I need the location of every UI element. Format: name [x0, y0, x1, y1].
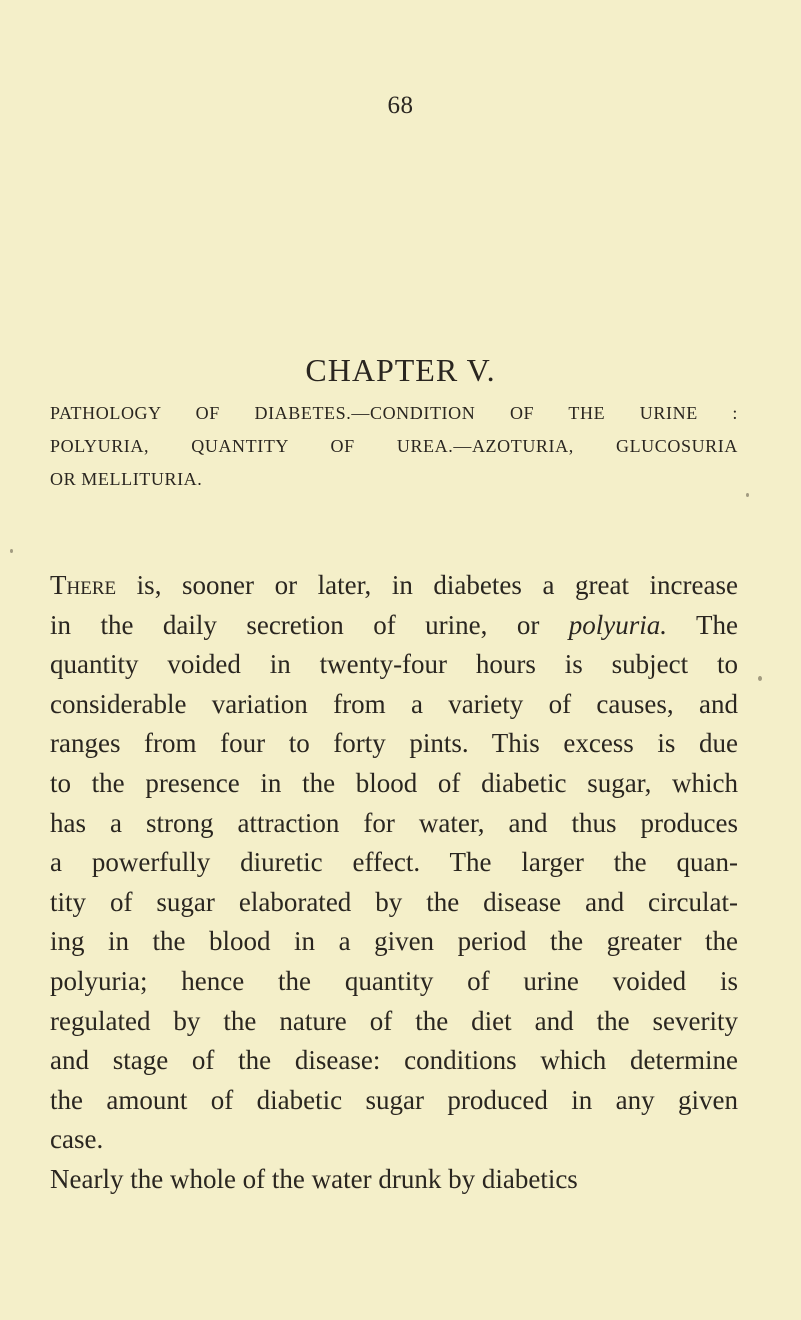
paragraph-line: the amount of diabetic sugar produced in any given	[50, 1084, 738, 1115]
summary-line: OR MELLITURIA.	[50, 469, 203, 489]
paragraph-line: and stage of the disease: conditions which determine	[50, 1045, 738, 1076]
paragraph-line: case.	[50, 1124, 104, 1155]
chapter-summary	[50, 397, 738, 496]
paragraph-line: tity of sugar elaborated by the disease and circulat-	[50, 886, 738, 917]
paragraph-line	[50, 566, 738, 606]
paragraph-line: quantity voided in twenty-four hours is subject to	[50, 649, 738, 680]
italic-term: polyuria.	[568, 609, 668, 640]
paragraph-line: considerable variation from a variety of causes, and	[50, 688, 738, 719]
paper-speck	[746, 493, 749, 497]
paragraph-line: to the presence in the blood of diabetic sugar, which	[50, 767, 738, 798]
body-text	[50, 566, 738, 1200]
line-text: The	[667, 609, 738, 640]
line-text: in the daily secretion of urine, or	[50, 609, 569, 640]
paper-speck	[10, 549, 13, 553]
paragraph-line: ranges from four to forty pints. This excess is due	[50, 728, 738, 759]
opening-word: There	[50, 570, 117, 600]
paragraph-line: a powerfully diuretic effect. The larger the quan-	[50, 847, 738, 878]
paragraph-line: polyuria; hence the quantity of urine voided is	[50, 965, 738, 996]
chapter-title: CHAPTER V.	[305, 352, 496, 388]
paper-speck	[758, 676, 762, 681]
paragraph-line	[50, 606, 738, 646]
paragraph-line: Nearly the whole of the water drunk by diabetics	[50, 1163, 578, 1194]
paragraph-line: ing in the blood in a given period the greater the	[50, 926, 738, 957]
summary-line: PATHOLOGY OF DIABETES.—CONDITION OF THE URINE :	[50, 403, 738, 423]
page-number: 68	[387, 92, 414, 119]
summary-line: POLYURIA, QUANTITY OF UREA.—AZOTURIA, GLUCOSURIA	[50, 436, 738, 456]
line-text: is, sooner or later, in diabetes a great increase	[116, 570, 738, 600]
paragraph-line: regulated by the nature of the diet and the severity	[50, 1005, 738, 1036]
paragraph-line: has a strong attraction for water, and thus produces	[50, 807, 738, 838]
